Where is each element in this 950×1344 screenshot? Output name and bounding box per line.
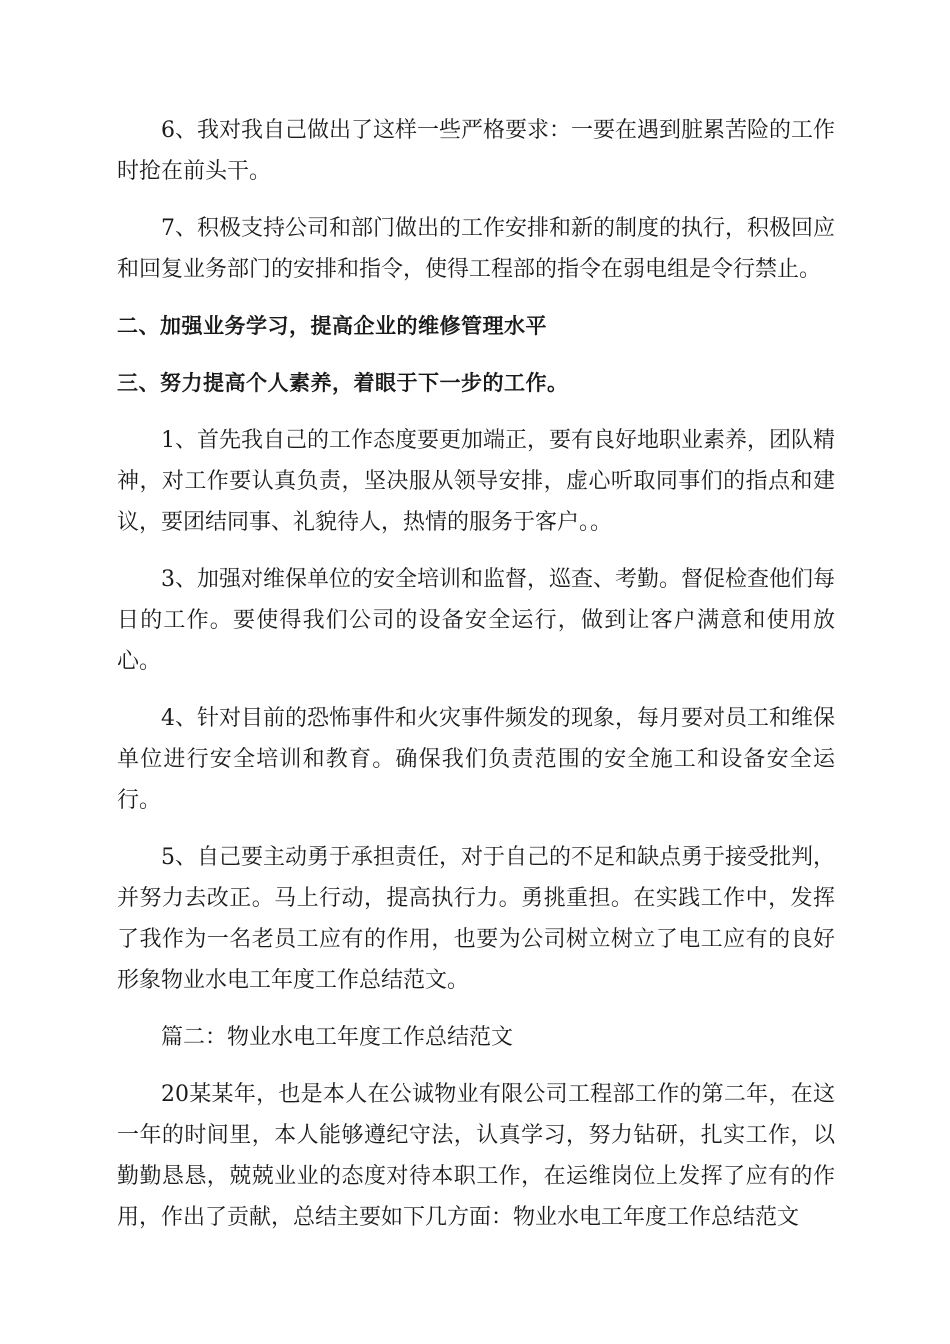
paragraph-intro: 20某某年，也是本人在公诚物业有限公司工程部工作的第二年，在这一年的时间里，本人能够遵纪守法，认真学习，努力钻研，扎实工作，以勤勤恳恳，兢兢业业的态度对待本职工作，在运维岗位上发挥了应有的作用，作出了贡献，总结主要如下几方面：物业水电工年度工作总结范文 <box>117 1082 835 1230</box>
section-heading-3: 三、努力提高个人素养，着眼于下一步的工作。 <box>117 371 569 395</box>
document-page <box>117 110 835 1254</box>
paragraph-item-7: 7、积极支持公司和部门做出的工作安排和新的制度的执行，积极回应和回复业务部门的安排和指令，使得工程部的指令在弱电组是令行禁止。 <box>117 216 835 282</box>
paragraph-item-1: 1、首先我自己的工作态度要更加端正，要有良好地职业素养，团队精神，对工作要认真负责，坚决服从领导安排，虚心听取同事们的指点和建议，要团结同事、礼貌待人，热情的服务于客户。。 <box>117 428 835 535</box>
paragraph-item-4: 4、针对目前的恐怖事件和火灾事件频发的现象，每月要对员工和维保单位进行安全培训和教育。确保我们负责范围的安全施工和设备安全运行。 <box>117 706 835 813</box>
paragraph-item-5: 5、自己要主动勇于承担责任，对于自己的不足和缺点勇于接受批判，并努力去改正。马上行动，提高执行力。勇挑重担。在实践工作中，发挥了我作为一名老员工应有的作用，也要为公司树立树立了电工应有的良好形象物业水电工年度工作总结范文。 <box>117 845 835 993</box>
paragraph-item-3: 3、加强对维保单位的安全培训和监督，巡查、考勤。督促检查他们每日的工作。要使得我们公司的设备安全运行，做到让客户满意和使用放心。 <box>117 567 835 674</box>
article-title: 篇二：物业水电工年度工作总结范文 <box>161 1025 514 1050</box>
paragraph-item-6: 6、我对我自己做出了这样一些严格要求：一要在遇到脏累苦险的工作时抢在前头干。 <box>117 118 835 184</box>
section-heading-2: 二、加强业务学习，提高企业的维修管理水平 <box>117 314 547 338</box>
